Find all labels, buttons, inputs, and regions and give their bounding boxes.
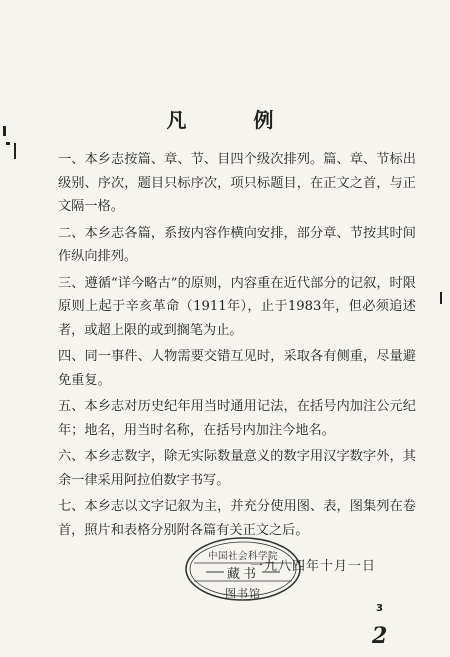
paragraph-3: 三、遵循“详今略古”的原则，内容重在近代部分的记叙，时限原则上起于辛亥革命（1911年），止于1983年，但必须追述者，或超上限的或到搁笔为止。 (58, 275, 416, 338)
page-number: 3 (376, 603, 383, 614)
document-date: 一九八四年十月一日 (250, 559, 377, 574)
paragraph-5: 五、本乡志对历史纪年用当时通用记法，在括号内加注公元纪年；地名，用当时名称，在括号内加注今地名。 (58, 399, 416, 438)
paragraph-2: 二、本乡志各篇，系按内容作横向安排，部分章、节按其时间作纵向排列。 (58, 225, 416, 264)
paragraph-6: 六、本乡志数字，除无实际数量意义的数字用汉字数字外，其余一律采用阿拉伯数字书写。 (58, 449, 416, 488)
stamp-library-text: 图书馆 (225, 587, 261, 600)
paragraph-7: 七、本乡志以文字记叙为主，并充分使用图、表，图集列在卷首，照片和表格分别附各篇有关正文之后。 (58, 499, 416, 538)
stamp-collection-text: 藏书 (226, 567, 259, 582)
stamp-org-text: 中国社会科学院 (207, 551, 278, 562)
paragraph-4: 四、同一事件、人物需要交错互见时，采取各有侧重，尽量避免重复。 (58, 349, 416, 388)
paragraph-1: 一、本乡志按篇、章、节、目四个级次排列。篇、章、节标出级别、序次，题目只标序次，项只标题目，在正文之首，与正文隔一格。 (58, 152, 416, 214)
scan-mark (440, 292, 442, 304)
library-stamp (184, 535, 302, 603)
scan-mark (6, 142, 10, 145)
handwritten-page-number: 2 (372, 623, 388, 649)
page-title: 凡 例 (166, 108, 304, 132)
scan-mark (14, 143, 16, 159)
